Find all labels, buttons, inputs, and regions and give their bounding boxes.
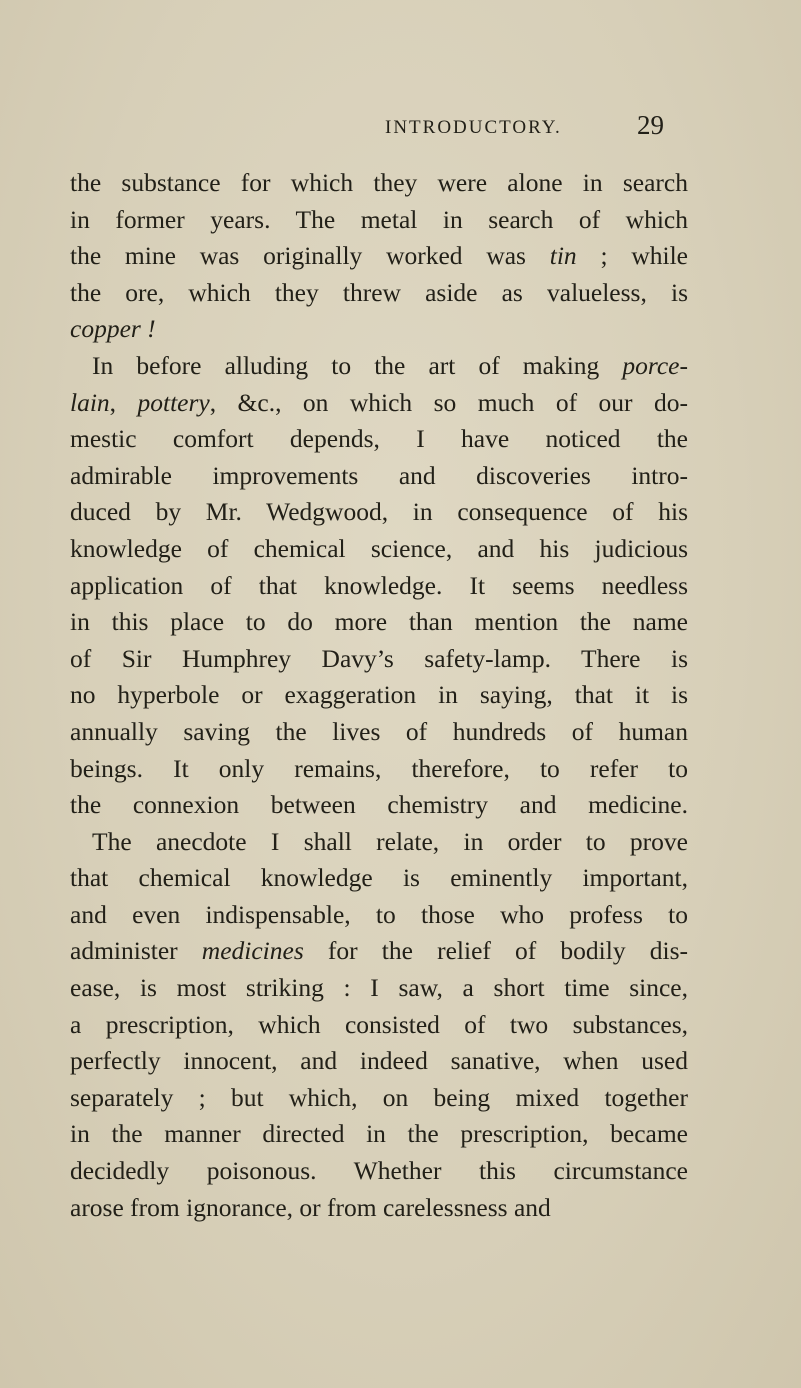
text-segment: annually saving the lives of hundreds of human xyxy=(70,716,688,746)
text-line xyxy=(70,641,688,678)
text-segment: that chemical knowledge is eminently important, xyxy=(70,863,688,893)
text-segment: In before alluding to the art of making xyxy=(92,350,623,380)
text-line xyxy=(70,1007,688,1044)
italic-text: pottery xyxy=(137,387,210,417)
text-line xyxy=(70,494,688,531)
running-head xyxy=(0,110,801,144)
text-segment: a prescription, which consisted of two substances, xyxy=(70,1009,688,1039)
italic-text: porce- xyxy=(622,350,688,380)
text-line xyxy=(70,1080,688,1117)
text-line xyxy=(70,714,688,751)
italic-text: copper ! xyxy=(70,314,156,344)
text-segment: admirable improvements and discoveries intro- xyxy=(70,460,688,490)
text-line xyxy=(70,1153,688,1190)
text-segment: no hyperbole or exaggeration in saying, that it is xyxy=(70,680,688,710)
italic-text: tin xyxy=(549,241,577,271)
text-segment: application of that knowledge. It seems needless xyxy=(70,570,688,600)
body-text xyxy=(70,165,688,1226)
text-segment: in former years. The metal in search of which xyxy=(70,204,688,234)
text-line xyxy=(70,604,688,641)
text-line xyxy=(70,677,688,714)
text-segment: , xyxy=(109,387,138,417)
text-line xyxy=(70,238,688,275)
text-segment: in the manner directed in the prescription, became xyxy=(70,1119,688,1149)
text-line xyxy=(70,1043,688,1080)
text-segment: decidedly poisonous. Whether this circumstance xyxy=(70,1156,688,1186)
page-number: 29 xyxy=(637,110,664,140)
text-segment: in this place to do more than mention the name xyxy=(70,607,688,637)
text-line xyxy=(70,348,688,385)
text-segment: and even indispensable, to those who profess to xyxy=(70,899,688,929)
text-segment: for the relief of bodily dis- xyxy=(303,936,688,966)
text-line xyxy=(70,385,688,422)
text-line xyxy=(70,275,688,312)
text-segment: the ore, which they threw aside as valueless, is xyxy=(70,277,688,307)
text-segment: knowledge of chemical science, and his judicious xyxy=(70,533,688,563)
text-line xyxy=(70,824,688,861)
text-segment: The anecdote I shall relate, in order to prove xyxy=(92,826,688,856)
text-segment: duced by Mr. Wedgwood, in consequence of his xyxy=(70,497,688,527)
text-segment: ease, is most striking : I saw, a short time since, xyxy=(70,973,688,1003)
text-segment: of Sir Humphrey Davy’s safety-lamp. There is xyxy=(70,643,688,673)
text-line xyxy=(70,568,688,605)
text-line xyxy=(70,421,688,458)
text-line xyxy=(70,202,688,239)
text-segment: ; while xyxy=(576,241,688,271)
text-line xyxy=(70,897,688,934)
text-segment: the mine was originally worked was xyxy=(70,241,550,271)
text-segment: perfectly innocent, and indeed sanative, when used xyxy=(70,1046,688,1076)
text-line xyxy=(70,531,688,568)
text-segment: beings. It only remains, therefore, to refer to xyxy=(70,753,688,783)
text-segment: the connexion between chemistry and medicine. xyxy=(70,790,688,820)
text-segment: , &c., on which so much of our do- xyxy=(209,387,688,417)
italic-text: medicines xyxy=(201,936,304,966)
italic-text: lain xyxy=(70,387,110,417)
text-line xyxy=(70,933,688,970)
text-line xyxy=(70,751,688,788)
text-line xyxy=(70,458,688,495)
running-title: INTRODUCTORY. xyxy=(385,117,562,138)
text-line xyxy=(70,311,688,348)
text-line xyxy=(70,970,688,1007)
text-line xyxy=(70,165,688,202)
text-segment: arose from ignorance, or from carelessness and xyxy=(70,1192,551,1222)
text-segment: administer xyxy=(70,936,202,966)
text-line xyxy=(70,860,688,897)
text-line xyxy=(70,1190,688,1227)
text-line xyxy=(70,1116,688,1153)
text-segment: separately ; but which, on being mixed together xyxy=(70,1082,688,1112)
text-line xyxy=(70,787,688,824)
text-segment: the substance for which they were alone in search xyxy=(70,168,688,197)
text-segment: mestic comfort depends, I have noticed the xyxy=(70,424,688,454)
